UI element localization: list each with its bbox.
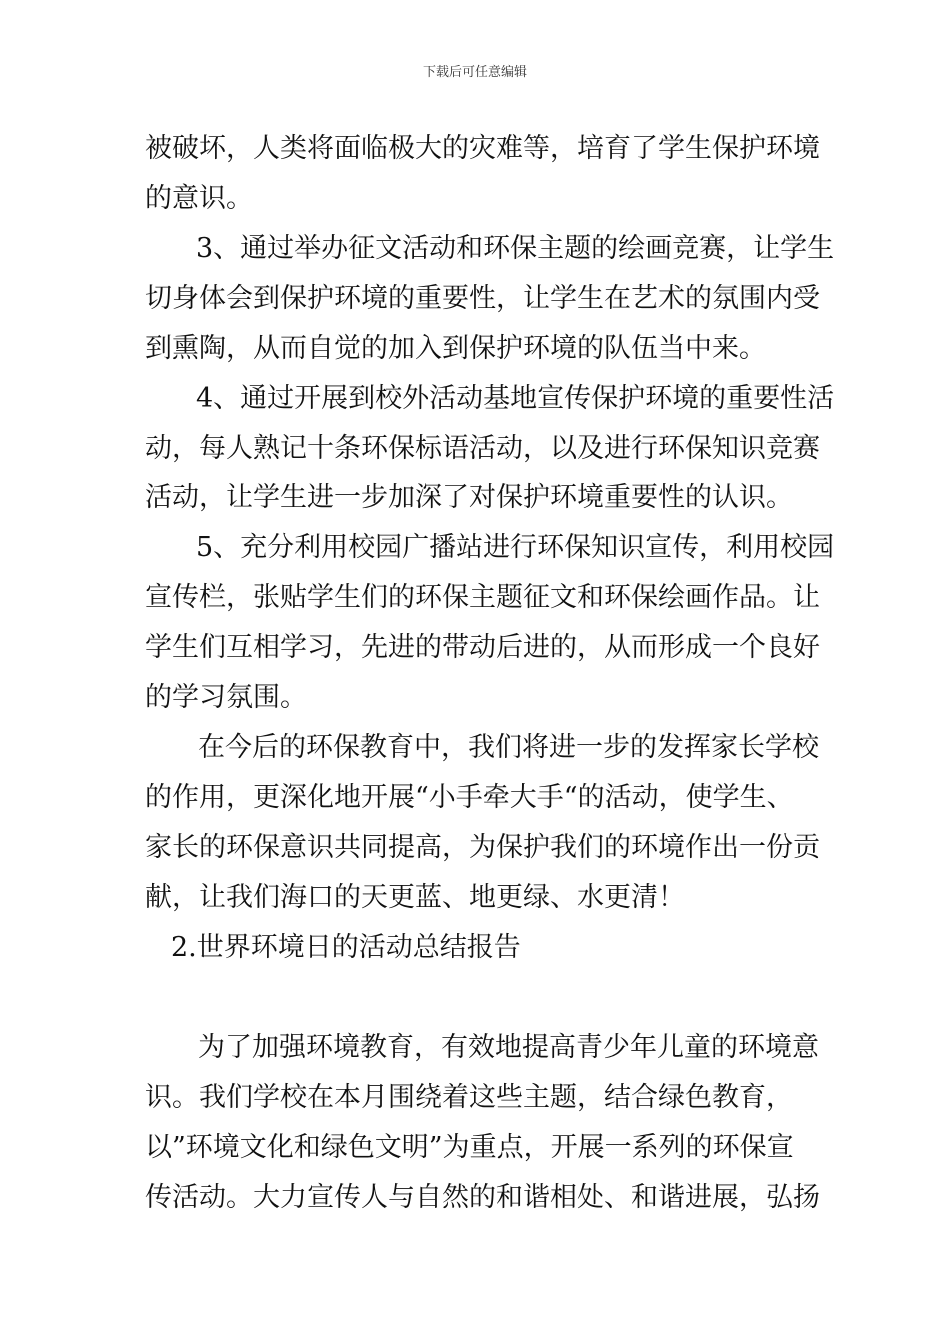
body-line: 4、通过开展到校外活动基地宣传保护环境的重要性活 — [196, 383, 835, 414]
body-line: 传活动。大力宣传人与自然的和谐相处、和谐进展，弘扬 — [145, 1182, 820, 1213]
body-line: 被破坏，人类将面临极大的灾难等，培育了学生保护环境 — [145, 133, 820, 164]
body-line: 的学习氛围。 — [145, 682, 307, 713]
body-line: 宣传栏，张贴学生们的环保主题征文和环保绘画作品。让 — [145, 582, 820, 613]
body-line: 以”环境文化和绿色文明”为重点，开展一系列的环保宣 — [145, 1132, 794, 1163]
section-heading: 2.世界环境日的活动总结报告 — [171, 932, 521, 963]
body-line: 的意识。 — [145, 183, 253, 214]
body-line: 献，让我们海口的天更蓝、地更绿、水更清！ — [145, 882, 685, 913]
body-line: 动，每人熟记十条环保标语活动，以及进行环保知识竞赛 — [145, 433, 820, 464]
body-line: 学生们互相学习，先进的带动后进的，从而形成一个良好 — [145, 632, 820, 663]
body-line: 活动，让学生进一步加深了对保护环境重要性的认识。 — [145, 482, 793, 513]
body-line: 的作用，更深化地开展“小手牵大手“的活动，使学生、 — [145, 782, 794, 813]
body-line: 3、通过举办征文活动和环保主题的绘画竞赛，让学生 — [196, 233, 835, 264]
body-line: 家长的环保意识共同提高，为保护我们的环境作出一份贡 — [145, 832, 820, 863]
body-line: 在今后的环保教育中，我们将进一步的发挥家长学校 — [198, 732, 819, 763]
body-line: 识。我们学校在本月围绕着这些主题，结合绿色教育， — [145, 1082, 793, 1113]
body-line: 为了加强环境教育，有效地提高青少年儿童的环境意 — [198, 1032, 819, 1063]
page-header: 下载后可任意编辑 — [422, 65, 527, 80]
body-line: 5、充分利用校园广播站进行环保知识宣传，利用校园 — [196, 532, 835, 563]
body-line: 到熏陶，从而自觉的加入到保护环境的队伍当中来。 — [145, 333, 766, 364]
body-line: 切身体会到保护环境的重要性，让学生在艺术的氛围内受 — [145, 283, 820, 314]
